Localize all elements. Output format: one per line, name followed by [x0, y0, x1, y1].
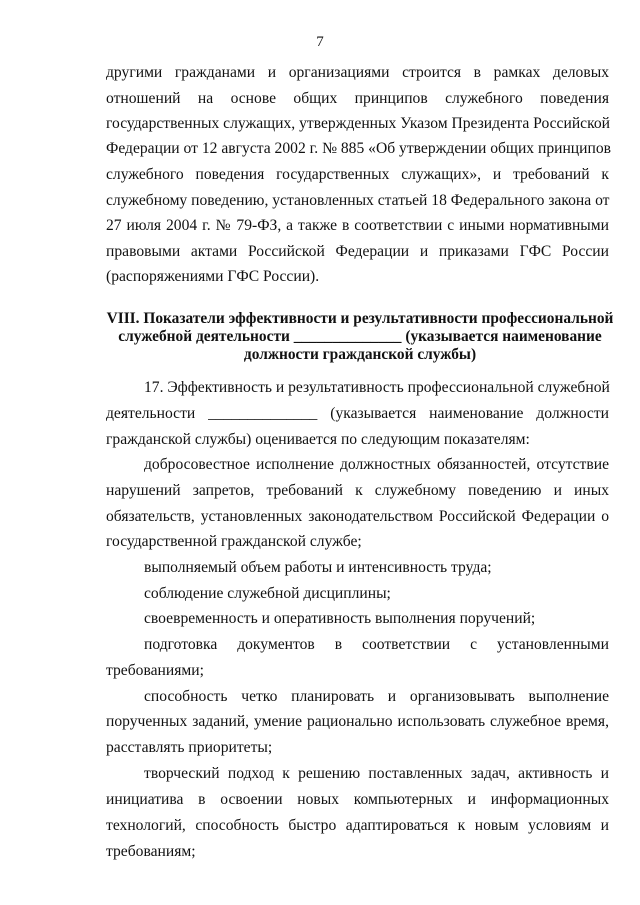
paragraph-line: добросовестное исполнение должностных обязанностей, отсутствие — [144, 456, 609, 473]
paragraph-line: технологий, способность быстро адаптироваться к новым условиям и — [106, 817, 609, 834]
paragraph-line: правовыми актами Российской Федерации и приказами ГФС России — [106, 243, 609, 260]
paragraph-line: другими гражданами и организациями строится в рамках деловых — [106, 64, 609, 81]
paragraph-line: порученных заданий, умение рационально использовать служебное время, — [106, 713, 609, 730]
paragraph-line: государственных служащих, утвержденных Указом Президента Российской — [106, 115, 611, 132]
paragraph-line: требованиями; — [106, 662, 204, 679]
paragraph-line: государственной гражданской службе; — [106, 533, 362, 550]
list-item: соблюдение служебной дисциплины; — [144, 585, 391, 602]
paragraph-line: служебного поведения государственных служащих», и требований к — [106, 166, 609, 183]
section-heading-line: должности гражданской службы) — [243, 346, 477, 363]
paragraph-line: (распоряжениями ГФС России). — [106, 268, 320, 285]
paragraph-line: служебному поведению, установленных статьей 18 Федерального закона от — [106, 192, 610, 209]
paragraph-line: нарушений запретов, требований к служебному поведению и иных — [106, 482, 609, 499]
page-number: 7 — [316, 34, 324, 50]
section-heading-line: VIII. Показатели эффективности и результативности профессиональной — [106, 310, 614, 327]
paragraph-line: инициатива в освоении новых компьютерных и информационных — [106, 791, 609, 808]
list-item: выполняемый объем работы и интенсивность труда; — [144, 559, 492, 576]
section-heading-line: служебной деятельности ______________ (указывается наименование — [118, 328, 602, 345]
paragraph-line: расставлять приоритеты; — [106, 739, 273, 756]
list-item: подготовка документов в соответствии с установленными — [144, 636, 609, 653]
paragraph-line: 17. Эффективность и результативность профессиональной служебной — [144, 379, 610, 396]
paragraph-line: гражданской службы) оценивается по следующим показателям: — [106, 431, 530, 448]
list-item: своевременность и оперативность выполнения поручений; — [144, 610, 536, 627]
paragraph-line: требованиям; — [106, 843, 196, 860]
list-item: творческий подход к решению поставленных задач, активность и — [144, 765, 609, 782]
paragraph-line: деятельности ______________ (указывается наименование должности — [106, 405, 609, 422]
list-item: способность четко планировать и организовывать выполнение — [144, 688, 609, 705]
paragraph-line: отношений на основе общих принципов служебного поведения — [106, 90, 609, 107]
paragraph-line: Федерации от 12 августа 2002 г. № 885 «Об утверждении общих принципов — [106, 140, 612, 157]
paragraph-line: 27 июля 2004 г. № 79-ФЗ, а также в соответствии с иными нормативными — [106, 217, 609, 234]
paragraph-line: обязательств, установленных законодательством Российской Федерации о — [106, 508, 609, 525]
